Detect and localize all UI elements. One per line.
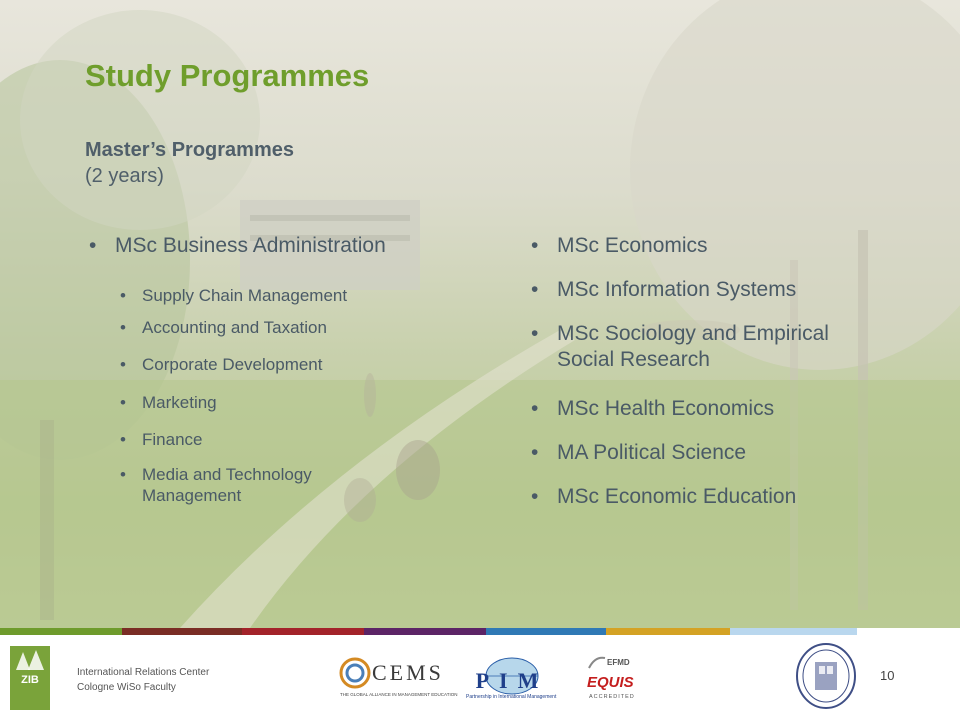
sub-bullet-marketing [120,393,217,413]
sub-bullet-corporate-development [120,355,323,375]
zib-logo-icon [10,646,50,710]
bullet-dot: • [531,397,539,420]
university-seal-icon [795,642,857,710]
bullet-information-systems [531,278,797,302]
subtitle-note: (2 years) [85,165,164,187]
slide-title: Study Programmes [85,58,370,93]
bullet-dot: • [531,485,539,508]
bullet-economics [531,234,708,258]
bullet-dot: • [120,430,126,449]
sub-bullet-accounting [120,318,327,338]
bullet-text: MSc Sociology and Empirical Social Research [557,322,829,371]
bullet-text: MSc Economics [557,234,708,257]
bullet-dot: • [531,322,539,345]
bullet-economic-education [531,485,797,509]
bullet-text: MSc Health Economics [557,397,775,420]
accredited-text: ACCREDITED [589,694,635,700]
cems-tagline: THE GLOBAL ALLIANCE IN MANAGEMENT EDUCATION [340,692,458,697]
bullet-health-economics [531,397,775,421]
bullet-dot: • [120,465,126,484]
stripe-segment [0,628,122,635]
stripe-segment [122,628,242,635]
faculty-name: Cologne WiSo Faculty [77,681,176,693]
slide-subtitle [85,137,294,189]
sub-bullet-finance [120,430,203,450]
bullet-text: MA Political Science [557,441,747,464]
sub-bullet-media-technology [120,465,392,506]
bullet-political-science [531,441,747,465]
subtitle-heading: Master’s Programmes [85,139,294,161]
bullet-text: Media and Technology Management [142,465,312,505]
footer [0,628,960,720]
efmd-text: EFMD [607,658,630,667]
center-name: International Relations Center [77,667,210,678]
bullet-dot: • [531,278,539,301]
stripe-segment [486,628,606,635]
stripe-segment [730,628,857,635]
cems-logo-icon [338,656,458,704]
zib-logo-text: ZIB [21,674,39,686]
pim-tagline: Partnership in International Management [466,694,557,700]
page-number: 10 [880,668,895,683]
bullet-text: MSc Economic Education [557,485,797,508]
bullet-text: Marketing [142,393,217,412]
sub-bullet-supply-chain [120,286,348,306]
bullet-text: Supply Chain Management [142,286,348,305]
stripe-segment [364,628,486,635]
color-stripe [0,628,960,635]
bullet-business-administration [89,234,386,258]
bullet-dot: • [531,441,539,464]
bullet-text: Corporate Development [142,355,323,374]
bullet-text: MSc Business Administration [115,234,386,257]
bullet-text: MSc Information Systems [557,278,797,301]
bullet-dot: • [120,393,126,412]
pim-globe-icon [462,656,562,702]
stripe-segment [242,628,364,635]
center-info [77,666,209,695]
bullet-dot: • [120,286,126,305]
stripe-segment [606,628,730,635]
bullet-text: Accounting and Taxation [142,318,327,337]
cems-logo-text: CEMS [372,660,444,685]
bullet-dot: • [89,234,97,257]
bullet-dot: • [120,355,126,374]
equis-logo-icon [585,652,645,704]
bullet-text: Finance [142,430,203,449]
bullet-dot: • [120,318,126,337]
pim-logo-text: PIM [475,668,549,693]
bullet-dot: • [531,234,539,257]
equis-text: EQUIS [587,674,634,691]
bullet-sociology [531,321,887,372]
